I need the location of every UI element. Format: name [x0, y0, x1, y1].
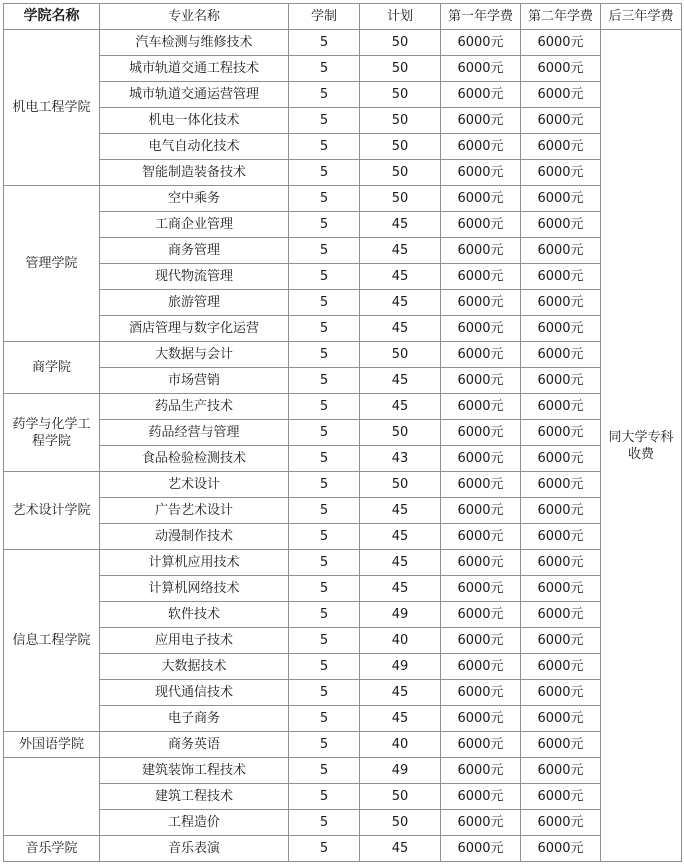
years-cell: 5: [289, 160, 360, 186]
fee-year2-cell: 6000元: [521, 472, 601, 498]
fee-year1-cell: 6000元: [441, 654, 521, 680]
plan-cell: 45: [360, 264, 441, 290]
table-row: [4, 498, 682, 524]
fee-year1-cell: 6000元: [441, 82, 521, 108]
table-row: [4, 316, 682, 342]
major-name-cell: 智能制造装备技术: [100, 160, 289, 186]
plan-cell: 45: [360, 836, 441, 862]
plan-cell: 45: [360, 550, 441, 576]
college-name-cell: 音乐学院: [4, 836, 100, 862]
years-cell: 5: [289, 446, 360, 472]
college-name-cell: 管理学院: [4, 186, 100, 342]
fee-year1-cell: 6000元: [441, 342, 521, 368]
years-cell: 5: [289, 706, 360, 732]
fee-year2-cell: 6000元: [521, 602, 601, 628]
table-row: [4, 836, 682, 862]
header-years: 学制: [289, 4, 360, 30]
header-row: [4, 4, 682, 30]
fee-year1-cell: 6000元: [441, 134, 521, 160]
fee-year2-cell: 6000元: [521, 680, 601, 706]
fee-year2-cell: 6000元: [521, 342, 601, 368]
table-row: [4, 550, 682, 576]
table-row: [4, 186, 682, 212]
fee-year1-cell: 6000元: [441, 784, 521, 810]
fee-year2-cell: 6000元: [521, 82, 601, 108]
major-name-cell: 艺术设计: [100, 472, 289, 498]
fee-year2-cell: 6000元: [521, 732, 601, 758]
major-name-cell: 大数据与会计: [100, 342, 289, 368]
years-cell: 5: [289, 758, 360, 784]
fee-year2-cell: 6000元: [521, 368, 601, 394]
plan-cell: 50: [360, 134, 441, 160]
table-row: [4, 56, 682, 82]
major-name-cell: 空中乘务: [100, 186, 289, 212]
plan-cell: 50: [360, 342, 441, 368]
college-name-cell: 商学院: [4, 342, 100, 394]
table-row: [4, 420, 682, 446]
years-cell: 5: [289, 290, 360, 316]
years-cell: 5: [289, 82, 360, 108]
fee-year1-cell: 6000元: [441, 212, 521, 238]
table-row: [4, 238, 682, 264]
later-fee-note-cell: 同大学专科收费: [601, 30, 682, 862]
major-name-cell: 电子商务: [100, 706, 289, 732]
plan-cell: 50: [360, 108, 441, 134]
table-row: [4, 732, 682, 758]
plan-cell: 40: [360, 732, 441, 758]
fee-year1-cell: 6000元: [441, 30, 521, 56]
fee-year1-cell: 6000元: [441, 108, 521, 134]
table-row: [4, 784, 682, 810]
table-row: [4, 134, 682, 160]
plan-cell: 50: [360, 784, 441, 810]
fee-year2-cell: 6000元: [521, 758, 601, 784]
major-name-cell: 计算机应用技术: [100, 550, 289, 576]
years-cell: 5: [289, 56, 360, 82]
years-cell: 5: [289, 264, 360, 290]
major-name-cell: 药品经营与管理: [100, 420, 289, 446]
table-row: [4, 524, 682, 550]
table-row: [4, 108, 682, 134]
major-name-cell: 广告艺术设计: [100, 498, 289, 524]
plan-cell: 45: [360, 576, 441, 602]
plan-cell: 43: [360, 446, 441, 472]
plan-cell: 50: [360, 56, 441, 82]
major-name-cell: 药品生产技术: [100, 394, 289, 420]
fee-year2-cell: 6000元: [521, 316, 601, 342]
plan-cell: 40: [360, 628, 441, 654]
plan-cell: 50: [360, 420, 441, 446]
header-major: 专业名称: [100, 4, 289, 30]
years-cell: 5: [289, 810, 360, 836]
major-name-cell: 计算机网络技术: [100, 576, 289, 602]
table-row: [4, 628, 682, 654]
fee-year1-cell: 6000元: [441, 498, 521, 524]
fee-year2-cell: 6000元: [521, 134, 601, 160]
table-row: [4, 212, 682, 238]
years-cell: 5: [289, 134, 360, 160]
header-fee-year1: 第一年学费: [441, 4, 521, 30]
fee-year2-cell: 6000元: [521, 30, 601, 56]
years-cell: 5: [289, 316, 360, 342]
fee-year1-cell: 6000元: [441, 420, 521, 446]
header-plan: 计划: [360, 4, 441, 30]
major-name-cell: 电气自动化技术: [100, 134, 289, 160]
major-name-cell: 城市轨道交通工程技术: [100, 56, 289, 82]
fee-year2-cell: 6000元: [521, 654, 601, 680]
fee-year2-cell: 6000元: [521, 836, 601, 862]
plan-cell: 49: [360, 602, 441, 628]
fee-year1-cell: 6000元: [441, 810, 521, 836]
years-cell: 5: [289, 238, 360, 264]
fee-year2-cell: 6000元: [521, 238, 601, 264]
fee-year1-cell: 6000元: [441, 446, 521, 472]
years-cell: 5: [289, 836, 360, 862]
fee-year1-cell: 6000元: [441, 160, 521, 186]
years-cell: 5: [289, 576, 360, 602]
header-fee-later: 后三年学费: [601, 4, 682, 30]
table-row: [4, 82, 682, 108]
plan-cell: 50: [360, 186, 441, 212]
fee-year1-cell: 6000元: [441, 628, 521, 654]
table-row: [4, 758, 682, 784]
major-name-cell: 建筑装饰工程技术: [100, 758, 289, 784]
years-cell: 5: [289, 342, 360, 368]
years-cell: 5: [289, 420, 360, 446]
years-cell: 5: [289, 680, 360, 706]
table-row: [4, 576, 682, 602]
major-name-cell: 食品检验检测技术: [100, 446, 289, 472]
major-name-cell: 建筑工程技术: [100, 784, 289, 810]
table-row: [4, 706, 682, 732]
table-row: [4, 264, 682, 290]
fee-year2-cell: 6000元: [521, 290, 601, 316]
years-cell: 5: [289, 186, 360, 212]
plan-cell: 45: [360, 498, 441, 524]
tuition-table: [3, 3, 682, 862]
plan-cell: 45: [360, 238, 441, 264]
plan-cell: 45: [360, 290, 441, 316]
major-name-cell: 音乐表演: [100, 836, 289, 862]
major-name-cell: 工商企业管理: [100, 212, 289, 238]
years-cell: 5: [289, 602, 360, 628]
college-name-cell: [4, 758, 100, 836]
table-row: [4, 654, 682, 680]
table-row: [4, 342, 682, 368]
header-fee-year2: 第二年学费: [521, 4, 601, 30]
fee-year1-cell: 6000元: [441, 680, 521, 706]
years-cell: 5: [289, 628, 360, 654]
fee-year1-cell: 6000元: [441, 836, 521, 862]
fee-year2-cell: 6000元: [521, 56, 601, 82]
header-college: 学院名称: [4, 4, 100, 30]
major-name-cell: 工程造价: [100, 810, 289, 836]
fee-year2-cell: 6000元: [521, 186, 601, 212]
plan-cell: 50: [360, 810, 441, 836]
college-name-cell: 机电工程学院: [4, 30, 100, 186]
fee-year1-cell: 6000元: [441, 316, 521, 342]
fee-year2-cell: 6000元: [521, 394, 601, 420]
plan-cell: 49: [360, 654, 441, 680]
years-cell: 5: [289, 108, 360, 134]
plan-cell: 45: [360, 706, 441, 732]
table-row: [4, 680, 682, 706]
years-cell: 5: [289, 524, 360, 550]
plan-cell: 50: [360, 472, 441, 498]
fee-year1-cell: 6000元: [441, 368, 521, 394]
fee-year2-cell: 6000元: [521, 420, 601, 446]
major-name-cell: 动漫制作技术: [100, 524, 289, 550]
fee-year2-cell: 6000元: [521, 576, 601, 602]
major-name-cell: 酒店管理与数字化运营: [100, 316, 289, 342]
plan-cell: 50: [360, 30, 441, 56]
table-row: [4, 472, 682, 498]
table-row: [4, 30, 682, 56]
table-body: [4, 30, 682, 862]
major-name-cell: 商务英语: [100, 732, 289, 758]
fee-year1-cell: 6000元: [441, 758, 521, 784]
years-cell: 5: [289, 394, 360, 420]
fee-year1-cell: 6000元: [441, 706, 521, 732]
fee-year2-cell: 6000元: [521, 810, 601, 836]
fee-year1-cell: 6000元: [441, 732, 521, 758]
fee-year2-cell: 6000元: [521, 446, 601, 472]
fee-year2-cell: 6000元: [521, 784, 601, 810]
fee-year2-cell: 6000元: [521, 160, 601, 186]
fee-year2-cell: 6000元: [521, 524, 601, 550]
years-cell: 5: [289, 784, 360, 810]
major-name-cell: 汽车检测与维修技术: [100, 30, 289, 56]
years-cell: 5: [289, 654, 360, 680]
years-cell: 5: [289, 498, 360, 524]
years-cell: 5: [289, 30, 360, 56]
plan-cell: 49: [360, 758, 441, 784]
table-row: [4, 602, 682, 628]
college-name-cell: 外国语学院: [4, 732, 100, 758]
fee-year2-cell: 6000元: [521, 264, 601, 290]
years-cell: 5: [289, 368, 360, 394]
table-row: [4, 368, 682, 394]
plan-cell: 45: [360, 394, 441, 420]
plan-cell: 45: [360, 212, 441, 238]
fee-year1-cell: 6000元: [441, 290, 521, 316]
fee-year2-cell: 6000元: [521, 706, 601, 732]
college-name-cell: 药学与化学工程学院: [4, 394, 100, 472]
fee-year1-cell: 6000元: [441, 264, 521, 290]
major-name-cell: 现代通信技术: [100, 680, 289, 706]
major-name-cell: 城市轨道交通运营管理: [100, 82, 289, 108]
plan-cell: 50: [360, 160, 441, 186]
major-name-cell: 旅游管理: [100, 290, 289, 316]
table-row: [4, 160, 682, 186]
fee-year1-cell: 6000元: [441, 186, 521, 212]
fee-year1-cell: 6000元: [441, 238, 521, 264]
major-name-cell: 应用电子技术: [100, 628, 289, 654]
table-row: [4, 810, 682, 836]
major-name-cell: 市场营销: [100, 368, 289, 394]
college-name-cell: 艺术设计学院: [4, 472, 100, 550]
fee-year1-cell: 6000元: [441, 550, 521, 576]
college-name-cell: 信息工程学院: [4, 550, 100, 732]
plan-cell: 45: [360, 524, 441, 550]
years-cell: 5: [289, 550, 360, 576]
major-name-cell: 商务管理: [100, 238, 289, 264]
plan-cell: 45: [360, 316, 441, 342]
major-name-cell: 机电一体化技术: [100, 108, 289, 134]
table-row: [4, 290, 682, 316]
fee-year2-cell: 6000元: [521, 628, 601, 654]
fee-year2-cell: 6000元: [521, 212, 601, 238]
fee-year2-cell: 6000元: [521, 550, 601, 576]
fee-year1-cell: 6000元: [441, 576, 521, 602]
plan-cell: 45: [360, 368, 441, 394]
fee-year1-cell: 6000元: [441, 56, 521, 82]
major-name-cell: 软件技术: [100, 602, 289, 628]
years-cell: 5: [289, 732, 360, 758]
years-cell: 5: [289, 212, 360, 238]
fee-year2-cell: 6000元: [521, 108, 601, 134]
fee-year1-cell: 6000元: [441, 472, 521, 498]
years-cell: 5: [289, 472, 360, 498]
table-row: [4, 446, 682, 472]
major-name-cell: 现代物流管理: [100, 264, 289, 290]
table-row: [4, 394, 682, 420]
plan-cell: 50: [360, 82, 441, 108]
fee-year1-cell: 6000元: [441, 524, 521, 550]
major-name-cell: 大数据技术: [100, 654, 289, 680]
fee-year1-cell: 6000元: [441, 394, 521, 420]
fee-year1-cell: 6000元: [441, 602, 521, 628]
plan-cell: 45: [360, 680, 441, 706]
fee-year2-cell: 6000元: [521, 498, 601, 524]
